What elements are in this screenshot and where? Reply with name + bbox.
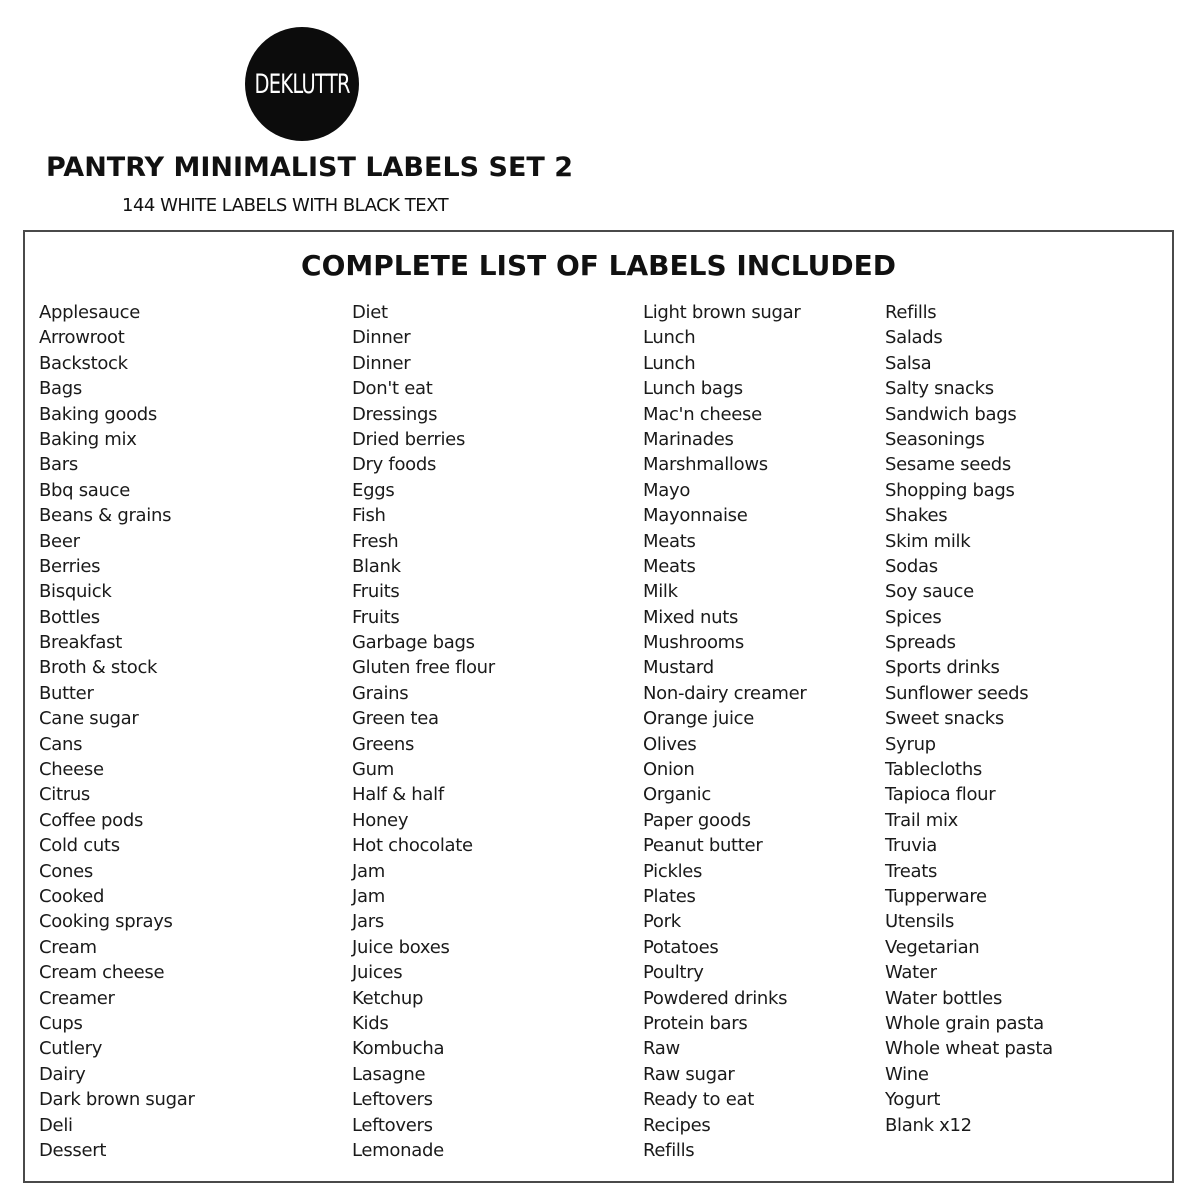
label-item: Cooking sprays: [39, 911, 173, 933]
label-item: Sweet snacks: [885, 708, 1004, 730]
label-item: Broth & stock: [39, 657, 158, 679]
label-item: Cones: [39, 860, 93, 882]
label-item: Cold cuts: [39, 835, 120, 857]
label-item: Jam: [352, 885, 385, 907]
label-item: Protein bars: [643, 1012, 748, 1034]
label-item: Sesame seeds: [885, 454, 1011, 476]
label-item: Honey: [352, 809, 409, 831]
brand-logo: [245, 27, 359, 141]
label-item: Dinner: [352, 327, 411, 349]
label-item: Pork: [643, 911, 681, 933]
label-item: Raw: [643, 1038, 680, 1060]
label-item: Kids: [352, 1012, 389, 1034]
label-list-panel: [23, 230, 1174, 1183]
label-item: Hot chocolate: [352, 835, 473, 857]
label-item: Berries: [39, 555, 101, 577]
label-item: Ready to eat: [643, 1089, 754, 1111]
label-item: Half & half: [352, 784, 444, 806]
label-item: Bags: [39, 378, 82, 400]
label-item: Organic: [643, 784, 711, 806]
label-item: Cooked: [39, 885, 105, 907]
label-item: Cheese: [39, 759, 104, 781]
label-item: Onion: [643, 759, 695, 781]
label-item: Garbage bags: [352, 632, 475, 654]
label-item: Applesauce: [39, 302, 141, 323]
label-item: Coffee pods: [39, 809, 144, 831]
label-item: Water bottles: [885, 987, 1003, 1009]
label-item: Marinades: [643, 428, 734, 450]
label-item: Creamer: [39, 987, 115, 1009]
label-item: Cane sugar: [39, 708, 139, 730]
label-item: Backstock: [39, 352, 128, 374]
label-item: Cream cheese: [39, 962, 165, 984]
label-item: Tapioca flour: [885, 784, 996, 806]
label-item: Mustard: [643, 657, 714, 679]
label-item: Whole grain pasta: [885, 1012, 1044, 1034]
label-item: Refills: [885, 302, 937, 323]
label-item: Dinner: [352, 352, 411, 374]
label-item: Dressings: [352, 403, 438, 425]
label-item: Blank x12: [885, 1114, 972, 1136]
label-item: Light brown sugar: [643, 302, 801, 323]
label-item: Blank: [352, 555, 401, 577]
page-subtitle: 144 WHITE LABELS WITH BLACK TEXT: [122, 195, 449, 216]
label-item: Recipes: [643, 1114, 711, 1136]
label-item: Gluten free flour: [352, 657, 495, 679]
label-item: Fresh: [352, 530, 399, 552]
logo-text: DEKLUTTR: [254, 68, 350, 100]
label-item: Powdered drinks: [643, 987, 788, 1009]
label-item: Lunch: [643, 327, 696, 349]
label-item: Sunflower seeds: [885, 682, 1029, 704]
label-item: Spreads: [885, 632, 956, 654]
label-item: Paper goods: [643, 809, 751, 831]
label-item: Kombucha: [352, 1038, 445, 1060]
label-item: Non-dairy creamer: [643, 682, 807, 704]
label-item: Dry foods: [352, 454, 437, 476]
label-item: Potatoes: [643, 936, 719, 958]
label-item: Don't eat: [352, 378, 433, 400]
label-item: Lunch: [643, 352, 696, 374]
label-item: Tupperware: [885, 885, 987, 907]
label-item: Mayonnaise: [643, 505, 748, 527]
label-item: Baking goods: [39, 403, 158, 425]
label-item: Jam: [352, 860, 385, 882]
label-item: Juices: [352, 962, 403, 984]
label-item: Vegetarian: [885, 936, 980, 958]
label-list-heading: COMPLETE LIST OF LABELS INCLUDED: [301, 249, 896, 282]
label-item: Salty snacks: [885, 378, 994, 400]
label-item: Jars: [352, 911, 384, 933]
label-item: Green tea: [352, 708, 439, 730]
label-item: Dried berries: [352, 428, 466, 450]
label-item: Salsa: [885, 352, 932, 374]
label-item: Bottles: [39, 606, 100, 628]
label-item: Salads: [885, 327, 943, 349]
label-item: Dairy: [39, 1063, 86, 1085]
label-item: Cutlery: [39, 1038, 103, 1060]
label-item: Wine: [885, 1063, 929, 1085]
label-item: Skim milk: [885, 530, 971, 552]
label-item: Bbq sauce: [39, 479, 131, 501]
label-item: Trail mix: [885, 809, 958, 831]
label-item: Utensils: [885, 911, 955, 933]
label-item: Poultry: [643, 962, 704, 984]
label-item: Leftovers: [352, 1089, 433, 1111]
label-item: Sodas: [885, 555, 938, 577]
label-item: Cream: [39, 936, 97, 958]
label-item: Mac'n cheese: [643, 403, 762, 425]
label-item: Peanut butter: [643, 835, 763, 857]
label-item: Spices: [885, 606, 942, 628]
label-column-4: [885, 300, 1053, 1138]
label-column-3: [643, 300, 807, 1163]
page-title: PANTRY MINIMALIST LABELS SET 2: [46, 152, 573, 183]
label-item: Lunch bags: [643, 378, 743, 400]
label-item: Treats: [885, 860, 938, 882]
label-item: Meats: [643, 555, 696, 577]
label-item: Marshmallows: [643, 454, 768, 476]
label-item: Fruits: [352, 581, 400, 603]
label-item: Soy sauce: [885, 581, 974, 603]
label-item: Olives: [643, 733, 697, 755]
label-item: Beer: [39, 530, 80, 552]
label-item: Sports drinks: [885, 657, 1000, 679]
label-item: Shopping bags: [885, 479, 1015, 501]
label-item: Fruits: [352, 606, 400, 628]
label-item: Eggs: [352, 479, 395, 501]
label-item: Beans & grains: [39, 505, 172, 527]
label-item: Mayo: [643, 479, 691, 501]
label-item: Whole wheat pasta: [885, 1038, 1053, 1060]
label-column-2: [352, 300, 495, 1163]
label-item: Leftovers: [352, 1114, 433, 1136]
label-item: Pickles: [643, 860, 703, 882]
label-item: Ketchup: [352, 987, 424, 1009]
label-item: Dessert: [39, 1139, 107, 1161]
label-item: Sandwich bags: [885, 403, 1017, 425]
label-item: Gum: [352, 759, 394, 781]
label-item: Bars: [39, 454, 78, 476]
label-item: Orange juice: [643, 708, 755, 730]
label-item: Truvia: [885, 835, 938, 857]
label-item: Dark brown sugar: [39, 1089, 195, 1111]
label-item: Deli: [39, 1114, 73, 1136]
label-item: Juice boxes: [352, 936, 450, 958]
label-item: Raw sugar: [643, 1063, 735, 1085]
label-item: Greens: [352, 733, 415, 755]
label-item: Refills: [643, 1139, 695, 1161]
label-item: Butter: [39, 682, 94, 704]
label-item: Tablecloths: [885, 759, 983, 781]
label-item: Lasagne: [352, 1063, 426, 1085]
label-item: Breakfast: [39, 632, 122, 654]
label-item: Cans: [39, 733, 83, 755]
label-item: Milk: [643, 581, 678, 603]
label-column-1: [39, 300, 195, 1163]
label-item: Plates: [643, 885, 696, 907]
label-item: Seasonings: [885, 428, 985, 450]
label-item: Diet: [352, 302, 388, 323]
label-item: Yogurt: [885, 1089, 941, 1111]
label-item: Syrup: [885, 733, 936, 755]
label-item: Cups: [39, 1012, 83, 1034]
label-item: Mushrooms: [643, 632, 744, 654]
label-item: Baking mix: [39, 428, 137, 450]
label-item: Fish: [352, 505, 386, 527]
label-item: Bisquick: [39, 581, 112, 603]
label-item: Citrus: [39, 784, 91, 806]
label-item: Lemonade: [352, 1139, 444, 1161]
label-item: Arrowroot: [39, 327, 125, 349]
label-item: Mixed nuts: [643, 606, 739, 628]
label-item: Water: [885, 962, 937, 984]
label-item: Grains: [352, 682, 409, 704]
label-item: Meats: [643, 530, 696, 552]
label-item: Shakes: [885, 505, 948, 527]
